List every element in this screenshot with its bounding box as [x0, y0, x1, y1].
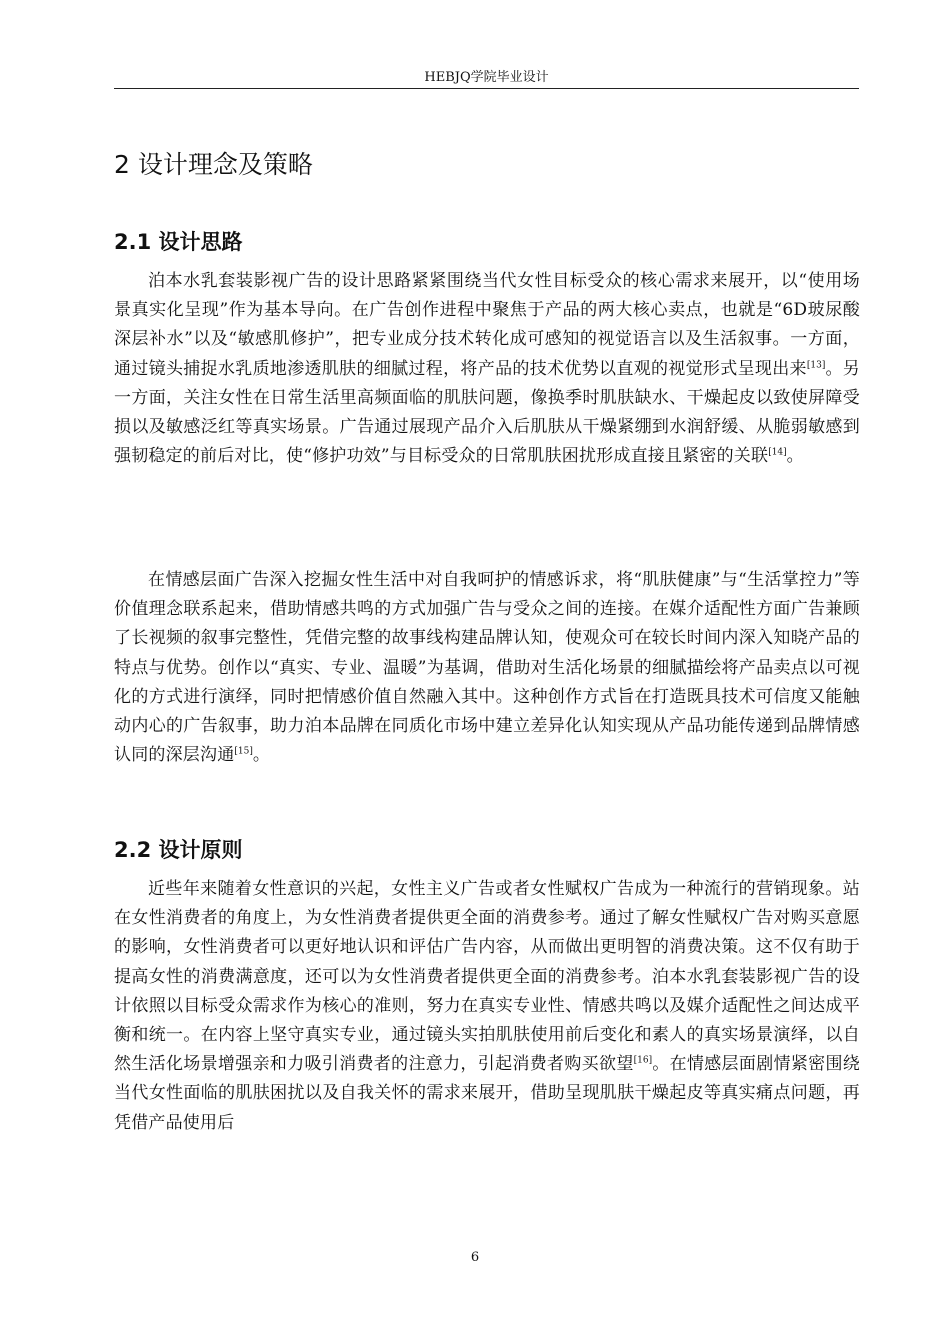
citation-13: [13] [806, 359, 826, 370]
section-title-2-2: 2.2 设计原则 [114, 838, 243, 862]
header-rule [114, 88, 859, 89]
running-header: HEBJQ学院毕业设计 [424, 70, 549, 85]
paragraph-design-idea-1 [114, 267, 860, 471]
paragraph-design-principle-1 [114, 875, 860, 1138]
paragraph-text: 近些年来随着女性意识的兴起，女性主义广告或者女性赋权广告成为一种流行的营销现象。站在女性消费者的角度上，为女性消费者提供更全面的消费参考。通过了解女性赋权广告对购买意愿的影响，女性消费者可以更好地认识和评估广告内容，从而做出更明智的消费决策。这不仅有助于提高女性的消费满意度，还可以为女性消费者提供更全面的消费参考。泊本水乳套装影视广告的设计依照以目标受众需求作为核心的准则，努力在真实专业性、情感共鸣以及媒介适配性之间达成平衡和统一。在内容上坚守真实专业，通过镜头实拍肌肤使用前后变化和素人的真实场景演绎，以自然生活化场景增强亲和力吸引消费者的注意力，引起消费者购买欲望 [114, 879, 860, 1075]
page-number: 6 [470, 1250, 480, 1265]
paragraph-text: 。 [252, 745, 271, 766]
paragraph-text: 泊本水乳套装影视广告的设计思路紧紧围绕当代女性目标受众的核心需求来展开，以“使用场景真实化呈现”作为基本导向。在广告创作进程中聚焦于产品的两大核心卖点，也就是“6D玻尿酸深层补水”以及“敏感肌修护”，把专业成分技术转化成可感知的视觉语言以及生活叙事。一方面，通过镜头捕捉水乳质地渗透肌肤的细腻过程，将产品的技术优势以直观的视觉形式呈现出来 [114, 271, 860, 379]
paragraph-text: 。在情感层面剧情紧密围绕当代女性面临的肌肤困扰以及自我关怀的需求来展开，借助呈现肌肤干燥起皮等真实痛点问题，再凭借产品使用后 [114, 1054, 861, 1133]
citation-16: [16] [633, 1055, 653, 1066]
paragraph-text: 。另一方面，关注女性在日常生活里高频面临的肌肤问题，像换季时肌肤缺水、干燥起皮以致使屏障受损以及敏感泛红等真实场景。广告通过展现产品介入后肌肤从干燥紧绷到水润舒缓、从脆弱敏感到强韧稳定的前后对比，使“修护功效”与目标受众的日常肌肤困扰形成直接且紧密的关联 [114, 358, 861, 467]
section-title-2-1: 2.1 设计思路 [114, 230, 243, 254]
citation-14: [14] [768, 447, 787, 458]
chapter-title: 2 设计理念及策略 [114, 150, 313, 179]
citation-15: [15] [234, 746, 253, 757]
paragraph-text: 在情感层面广告深入挖掘女性生活中对自我呵护的情感诉求，将“肌肤健康”与“生活掌控力”等价值理念联系起来，借助情感共鸣的方式加强广告与受众之间的连接。在媒介适配性方面广告兼顾了长视频的叙事完整性，凭借完整的故事线构建品牌认知，使观众可在较长时间内深入知晓产品的特点与优势。创作以“真实、专业、温暖”为基调，借助对生活化场景的细腻描绘将产品卖点以可视化的方式进行演绎，同时把情感价值自然融入其中。这种创作方式旨在打造既具技术可信度又能触动内心的广告叙事，助力泊本品牌在同质化市场中建立差异化认知实现从产品功能传递到品牌情感认同的深层沟通 [114, 570, 860, 766]
paragraph-text: 。 [786, 446, 804, 467]
paragraph-design-idea-2 [114, 566, 860, 770]
